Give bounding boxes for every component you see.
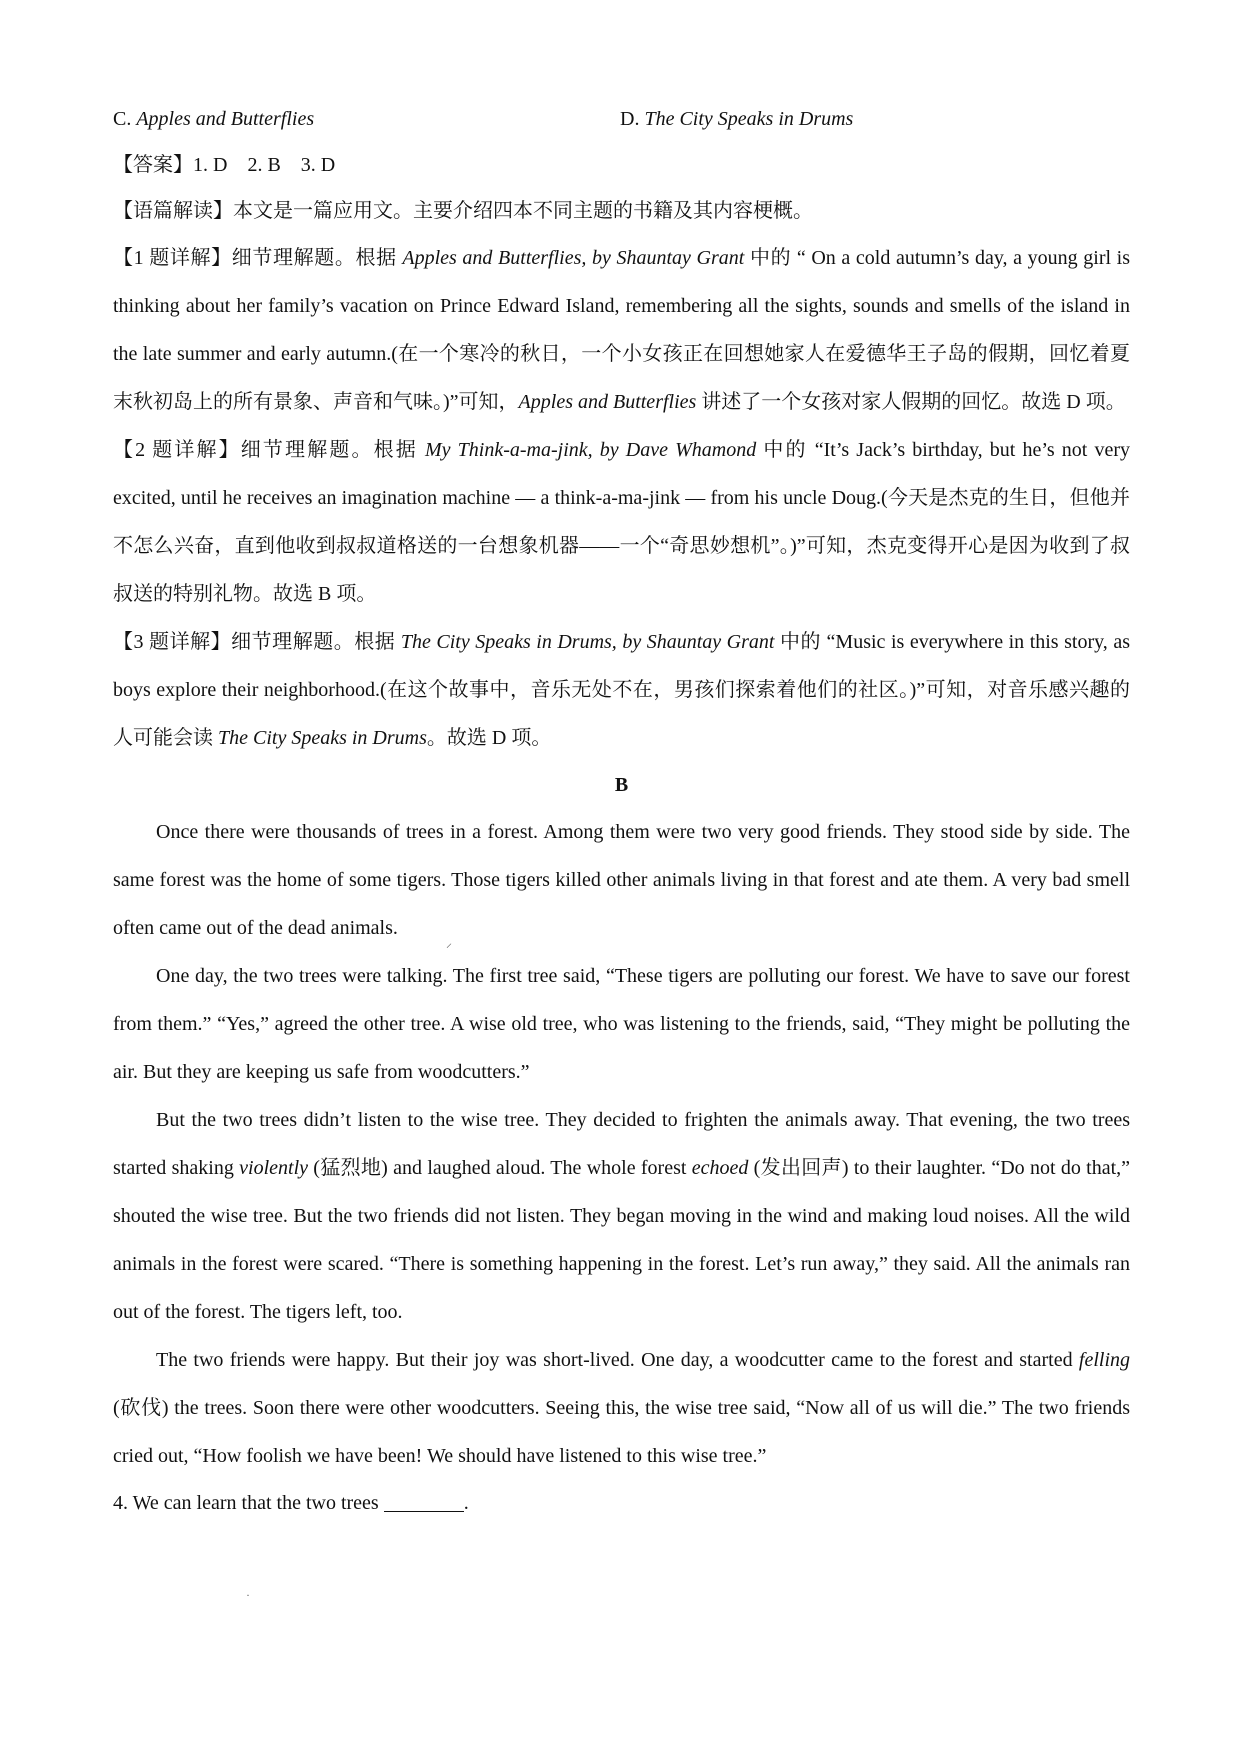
q1-explanation: [113, 234, 1130, 426]
question-4: [113, 1480, 1130, 1526]
p4-text-a: The two friends were happy. But their joy was short-lived. One day, a woodcutter came to the forest and started: [156, 1349, 1079, 1371]
passage-paragraph-2: One day, the two trees were talking. The first tree said, “These tigers are polluting our forest. We have to save our forest from them.” “Yes,” agreed the other tree. A wise old tree, who was listening to the friends, said, “They might be polluting the air. But they are keeping us safe from woodcutters.”: [113, 965, 1130, 1083]
stray-dot-mark: ·: [246, 1588, 250, 1602]
option-c: [113, 96, 620, 142]
passage-paragraph-1: Once there were thousands of trees in a forest. Among them were two very good friends. They stood side by side. The same forest was the home of some tigers. Those tigers killed other animals living in that forest and ate them. A very bad smell often came out of the dead animals.: [113, 821, 1130, 939]
q2-text-1: 细节理解题。根据: [240, 439, 425, 461]
q3-label: 【3 题详解】: [113, 631, 232, 653]
section-b-heading: B: [614, 774, 629, 796]
option-d-title: The City Speaks in Drums: [644, 108, 854, 130]
q3-text-3: 。故选 D 项。: [426, 727, 552, 749]
passage-summary-text: 本文是一篇应用文。主要介绍四本不同主题的书籍及其内容梗概。: [233, 200, 813, 222]
q2-text-2: 中的 “It’s Jack’s birthday, but he’s not very excited, until he receives an imagination machine — a think-a-ma-jink — from his uncle Doug.(今天是杰克的生日，但他并不怎么兴奋，直到他收到叔叔道格送的一台想象机器——一个“奇思妙想机”。)”可知，杰克变得开心是因为收到了叔叔送的特别礼物。故选 B 项。: [113, 439, 1131, 605]
p3-glossed-word-echoed: echoed: [691, 1157, 749, 1179]
p3-text-a: But the two trees didn’t listen to the wise tree. They decided to frighten the animals away. That evening, the two trees started shaking: [113, 1109, 1130, 1179]
q3-book-ref: The City Speaks in Drums, by Shauntay Grant: [400, 631, 775, 653]
stray-pen-mark: ⸝: [446, 936, 453, 950]
q3-text-2: 中的 “Music is everywhere in this story, as boys explore their neighborhood.(在这个故事中，音乐无处不在，男孩们探索着他们的社区。)”可知，对音乐感兴趣的人可能会读: [113, 631, 1130, 749]
document-content: [113, 96, 1130, 1526]
passage-summary: [113, 188, 1130, 234]
p4-glossed-word-felling: felling: [1078, 1349, 1130, 1371]
q2-book-ref: My Think-a-ma-jink, by Dave Whamond: [424, 439, 757, 461]
answer-text: 1. D 2. B 3. D: [193, 154, 336, 176]
q3-text-1: 细节理解题。根据: [231, 631, 401, 653]
q2-explanation: [113, 426, 1130, 618]
answer-options-row: [113, 96, 1130, 142]
q3-explanation: [113, 618, 1130, 762]
q1-book-title: Apples and Butterflies: [518, 391, 697, 413]
question-4-period: .: [463, 1492, 469, 1514]
option-c-title: Apples and Butterflies: [136, 108, 315, 130]
passage-paragraph-3: [113, 1096, 1130, 1336]
q1-book-ref: Apples and Butterflies, by Shauntay Grant: [402, 247, 745, 269]
answer-line: [113, 142, 1130, 188]
p3-glossed-word-violently: violently: [239, 1157, 308, 1179]
answer-label: 【答案】: [113, 154, 193, 176]
p3-text-b: (猛烈地) and laughed aloud. The whole forest: [308, 1157, 692, 1179]
option-c-letter: C.: [113, 108, 137, 130]
passage-summary-label: 【语篇解读】: [113, 200, 233, 222]
option-d-letter: D.: [620, 108, 645, 130]
question-4-stem: 4. We can learn that the two trees: [113, 1492, 384, 1514]
q1-text-2: 中的 “ On a cold autumn’s day, a young girl is thinking about her family’s vacation on Prince Edward Island, remembering all the sights, sounds and smells of the island in the late summer and early autumn.(在一个寒冷的秋日，一个小女孩正在回想她家人在爱德华王子岛的假期，回忆着夏末秋初岛上的所有景象、声音和气味。)”可知，: [113, 247, 1131, 413]
q1-text-1: 细节理解题。根据: [231, 247, 403, 269]
q2-label: 【2 题详解】: [113, 439, 241, 461]
q3-book-title: The City Speaks in Drums: [218, 727, 427, 749]
passage-paragraph-4: [113, 1336, 1130, 1480]
q1-text-3: 讲述了一个女孩对家人假期的回忆。故选 D 项。: [696, 391, 1126, 413]
answer-blank: [384, 1491, 464, 1512]
p4-text-b: (砍伐) the trees. Soon there were other woodcutters. Seeing this, the wise tree said, “Now all of us will die.” The two friends cried out, “How foolish we have been! We should have listened to this wise tree.”: [113, 1397, 1130, 1467]
p3-text-c: (发出回声) to their laughter. “Do not do that,” shouted the wise tree. But the two friends did not listen. They began moving in the wind and making loud noises. All the wild animals in the forest were scared. “There is something happening in the forest. Let’s run away,” they said. All the animals ran out of the forest. The tigers left, too.: [113, 1157, 1131, 1323]
option-d: [620, 96, 1130, 142]
q1-label: 【1 题详解】: [113, 247, 232, 269]
